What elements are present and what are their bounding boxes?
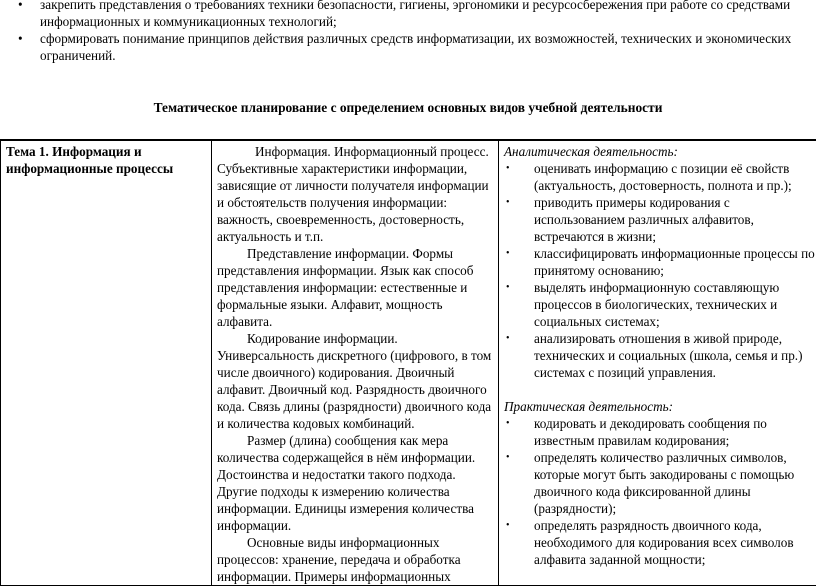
list-item-text: анализировать отношения в живой природе, технических и социальных (школа, семья и пр.) системах с позиций управления. [534, 331, 802, 380]
list-item-text: сформировать понимание принципов действия различных средств информатизации, их возможностей, технических и экономических ограничений. [40, 31, 791, 63]
bullet-icon: • [506, 279, 510, 296]
topic-title: Тема 1. Информация и информационные процессы [6, 143, 206, 177]
list-item-text: оценивать информацию с позиции её свойств (актуальность, достоверность, полнота и пр.); [534, 161, 792, 193]
content-paragraph: Размер (длина) сообщения как мера количества содержащейся в нём информации. Достоинства и недостатки такого подхода. Другие подходы к измерению количества информации. Единицы измерения количества информации. [217, 432, 493, 534]
list-item [504, 279, 815, 330]
practical-heading: Практическая деятельность: [504, 398, 815, 415]
content-cell [212, 140, 499, 586]
list-item [16, 0, 806, 30]
activities-cell [499, 140, 816, 586]
list-item [504, 517, 815, 568]
list-item-text: кодировать и декодировать сообщения по известным правилам кодирования; [534, 416, 767, 448]
bullet-icon: • [506, 245, 510, 262]
list-item [504, 449, 815, 517]
list-item [504, 245, 815, 279]
bullet-icon: • [506, 517, 510, 534]
list-item-text: закрепить представления о требованиях техники безопасности, гигиены, эргономики и ресурсосбережения при работе со средствами информационных и коммуникационных технологий; [40, 0, 790, 29]
list-item-text: определять количество различных символов, которые могут быть закодированы с помощью двоичного кода фиксированной длины (разрядности); [534, 450, 794, 516]
section-title: Тематическое планирование с определением основных видов учебной деятельности [0, 99, 816, 116]
bullet-icon: • [506, 330, 510, 347]
topic-cell [1, 140, 212, 586]
content-paragraph: Представление информации. Формы представления информации. Язык как способ представления информации: естественные и формальные языки. Алфавит, мощность алфавита. [217, 245, 493, 330]
bullet-icon: • [18, 0, 23, 13]
planning-table [0, 139, 816, 586]
list-item-text: выделять информационную составляющую процессов в биологических, технических и социальных системах; [534, 280, 779, 329]
list-item [16, 30, 806, 64]
content-paragraph: Основные виды информационных процессов: хранение, передача и обработка информации. Примеры информационных [217, 534, 493, 585]
analytic-list [504, 160, 815, 381]
bullet-icon: • [506, 194, 510, 211]
list-item [504, 160, 815, 194]
goals-bullet-list [16, 0, 806, 64]
list-item-text: классифицировать информационные процессы по принятому основанию; [534, 246, 815, 278]
list-item [504, 415, 815, 449]
bullet-icon: • [506, 415, 510, 432]
list-item-text: определять разрядность двоичного кода, необходимого для кодирования всех символов алфавита заданной мощности; [534, 518, 794, 567]
list-item-text: приводить примеры кодирования с использованием различных алфавитов, встречаются в жизни; [534, 195, 754, 244]
bullet-icon: • [18, 30, 23, 47]
content-paragraph: Информация. Информационный процесс. Субъективные характеристики информации, зависящие от личности получателя информации и обстоятельств получения информации: важность, своевременность, достоверность, актуальность и т.п. [217, 143, 493, 245]
content-paragraph: Кодирование информации. Универсальность дискретного (цифрового, в том числе двоичного) кодирования. Двоичный алфавит. Двоичный код. Разрядность двоичного кода. Связь длины (разрядности) двоичного кода и количества кодовых комбинаций. [217, 330, 493, 432]
analytic-heading: Аналитическая деятельность: [504, 143, 815, 160]
practical-list [504, 415, 815, 568]
bullet-icon: • [506, 160, 510, 177]
list-item [504, 194, 815, 245]
list-item [504, 330, 815, 381]
table-row [1, 140, 816, 586]
bullet-icon: • [506, 449, 510, 466]
